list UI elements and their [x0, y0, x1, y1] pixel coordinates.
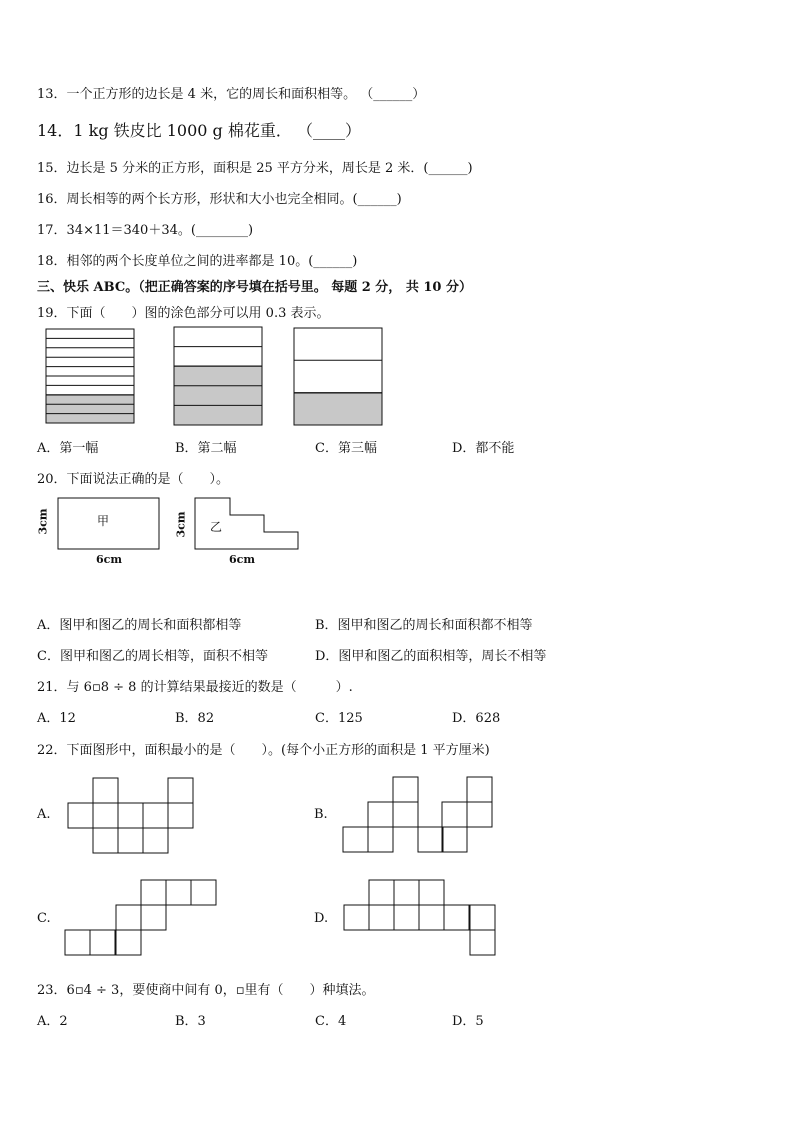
- q20-option-b[interactable]: B．图甲和图乙的周长和面积都不相等: [315, 618, 533, 633]
- question-17: 17．34×11＝340＋34。(________): [37, 223, 254, 238]
- q22-figure-d: [344, 880, 495, 955]
- question-19: 19．下面（ ）图的涂色部分可以用 0.3 表示。: [37, 306, 330, 321]
- q19-option-d[interactable]: D．都不能: [452, 441, 515, 456]
- q23-option-d[interactable]: D．5: [452, 1014, 484, 1029]
- question-14: 14．1 kg 铁皮比 1000 g 棉花重． （____）: [37, 121, 361, 140]
- jia-width-label: 6cm: [96, 553, 122, 566]
- q19-option-b[interactable]: B．第二幅: [175, 441, 237, 456]
- q21-option-d[interactable]: D．628: [452, 711, 501, 726]
- yi-height-label: 3cm: [174, 511, 188, 538]
- q22-figure-b: [343, 777, 492, 852]
- figure-jia-label: 甲: [97, 514, 110, 528]
- question-16: 16．周长相等的两个长方形，形状和大小也完全相同。(______): [37, 192, 402, 207]
- q22-label-c[interactable]: C.: [37, 911, 51, 926]
- q19-option-a[interactable]: A．第一幅: [37, 441, 99, 456]
- question-18: 18．相邻的两个长度单位之间的进率都是 10。(______): [37, 254, 358, 269]
- q22-label-a[interactable]: A.: [37, 807, 51, 822]
- q23-option-b[interactable]: B．3: [175, 1014, 206, 1029]
- q22-figure-a: [68, 778, 193, 853]
- q23-option-a[interactable]: A．2: [37, 1014, 68, 1029]
- question-22: 22．下面图形中，面积最小的是（ ）。(每个小正方形的面积是 1 平方厘米): [37, 743, 490, 758]
- q22-label-b[interactable]: B.: [314, 807, 328, 822]
- question-21: 21．与 6▫8 ÷ 8 的计算结果最接近的数是（ ）.: [37, 680, 353, 695]
- jia-height-label: 3cm: [36, 508, 50, 535]
- section-3-heading: 三、快乐 ABC。（把正确答案的序号填在括号里。 每题 2 分， 共 10 分）: [37, 280, 472, 295]
- figure-yi-label: 乙: [210, 520, 223, 534]
- q21-option-b[interactable]: B．82: [175, 711, 215, 726]
- q20-option-c[interactable]: C．图甲和图乙的周长相等，面积不相等: [37, 649, 268, 664]
- q22-label-d[interactable]: D.: [314, 911, 329, 926]
- q19-option-c[interactable]: C．第三幅: [315, 441, 377, 456]
- question-20: 20．下面说法正确的是（ ）。: [37, 472, 230, 487]
- question-13: 13．一个正方形的边长是 4 米，它的周长和面积相等。 （______）: [37, 87, 426, 102]
- q21-option-a[interactable]: A．12: [37, 711, 76, 726]
- q21-option-c[interactable]: C．125: [315, 711, 363, 726]
- q20-option-a[interactable]: A．图甲和图乙的周长和面积都相等: [37, 618, 242, 633]
- question-23: 23．6▫4 ÷ 3，要使商中间有 0，▫里有（ ）种填法。: [37, 983, 375, 998]
- q22-figure-c: [65, 880, 216, 955]
- q23-option-c[interactable]: C．4: [315, 1014, 347, 1029]
- question-15: 15．边长是 5 分米的正方形，面积是 25 平方分米，周长是 2 米．(______): [37, 161, 473, 176]
- yi-width-label: 6cm: [229, 553, 255, 566]
- q20-option-d[interactable]: D．图甲和图乙的面积相等，周长不相等: [315, 649, 547, 664]
